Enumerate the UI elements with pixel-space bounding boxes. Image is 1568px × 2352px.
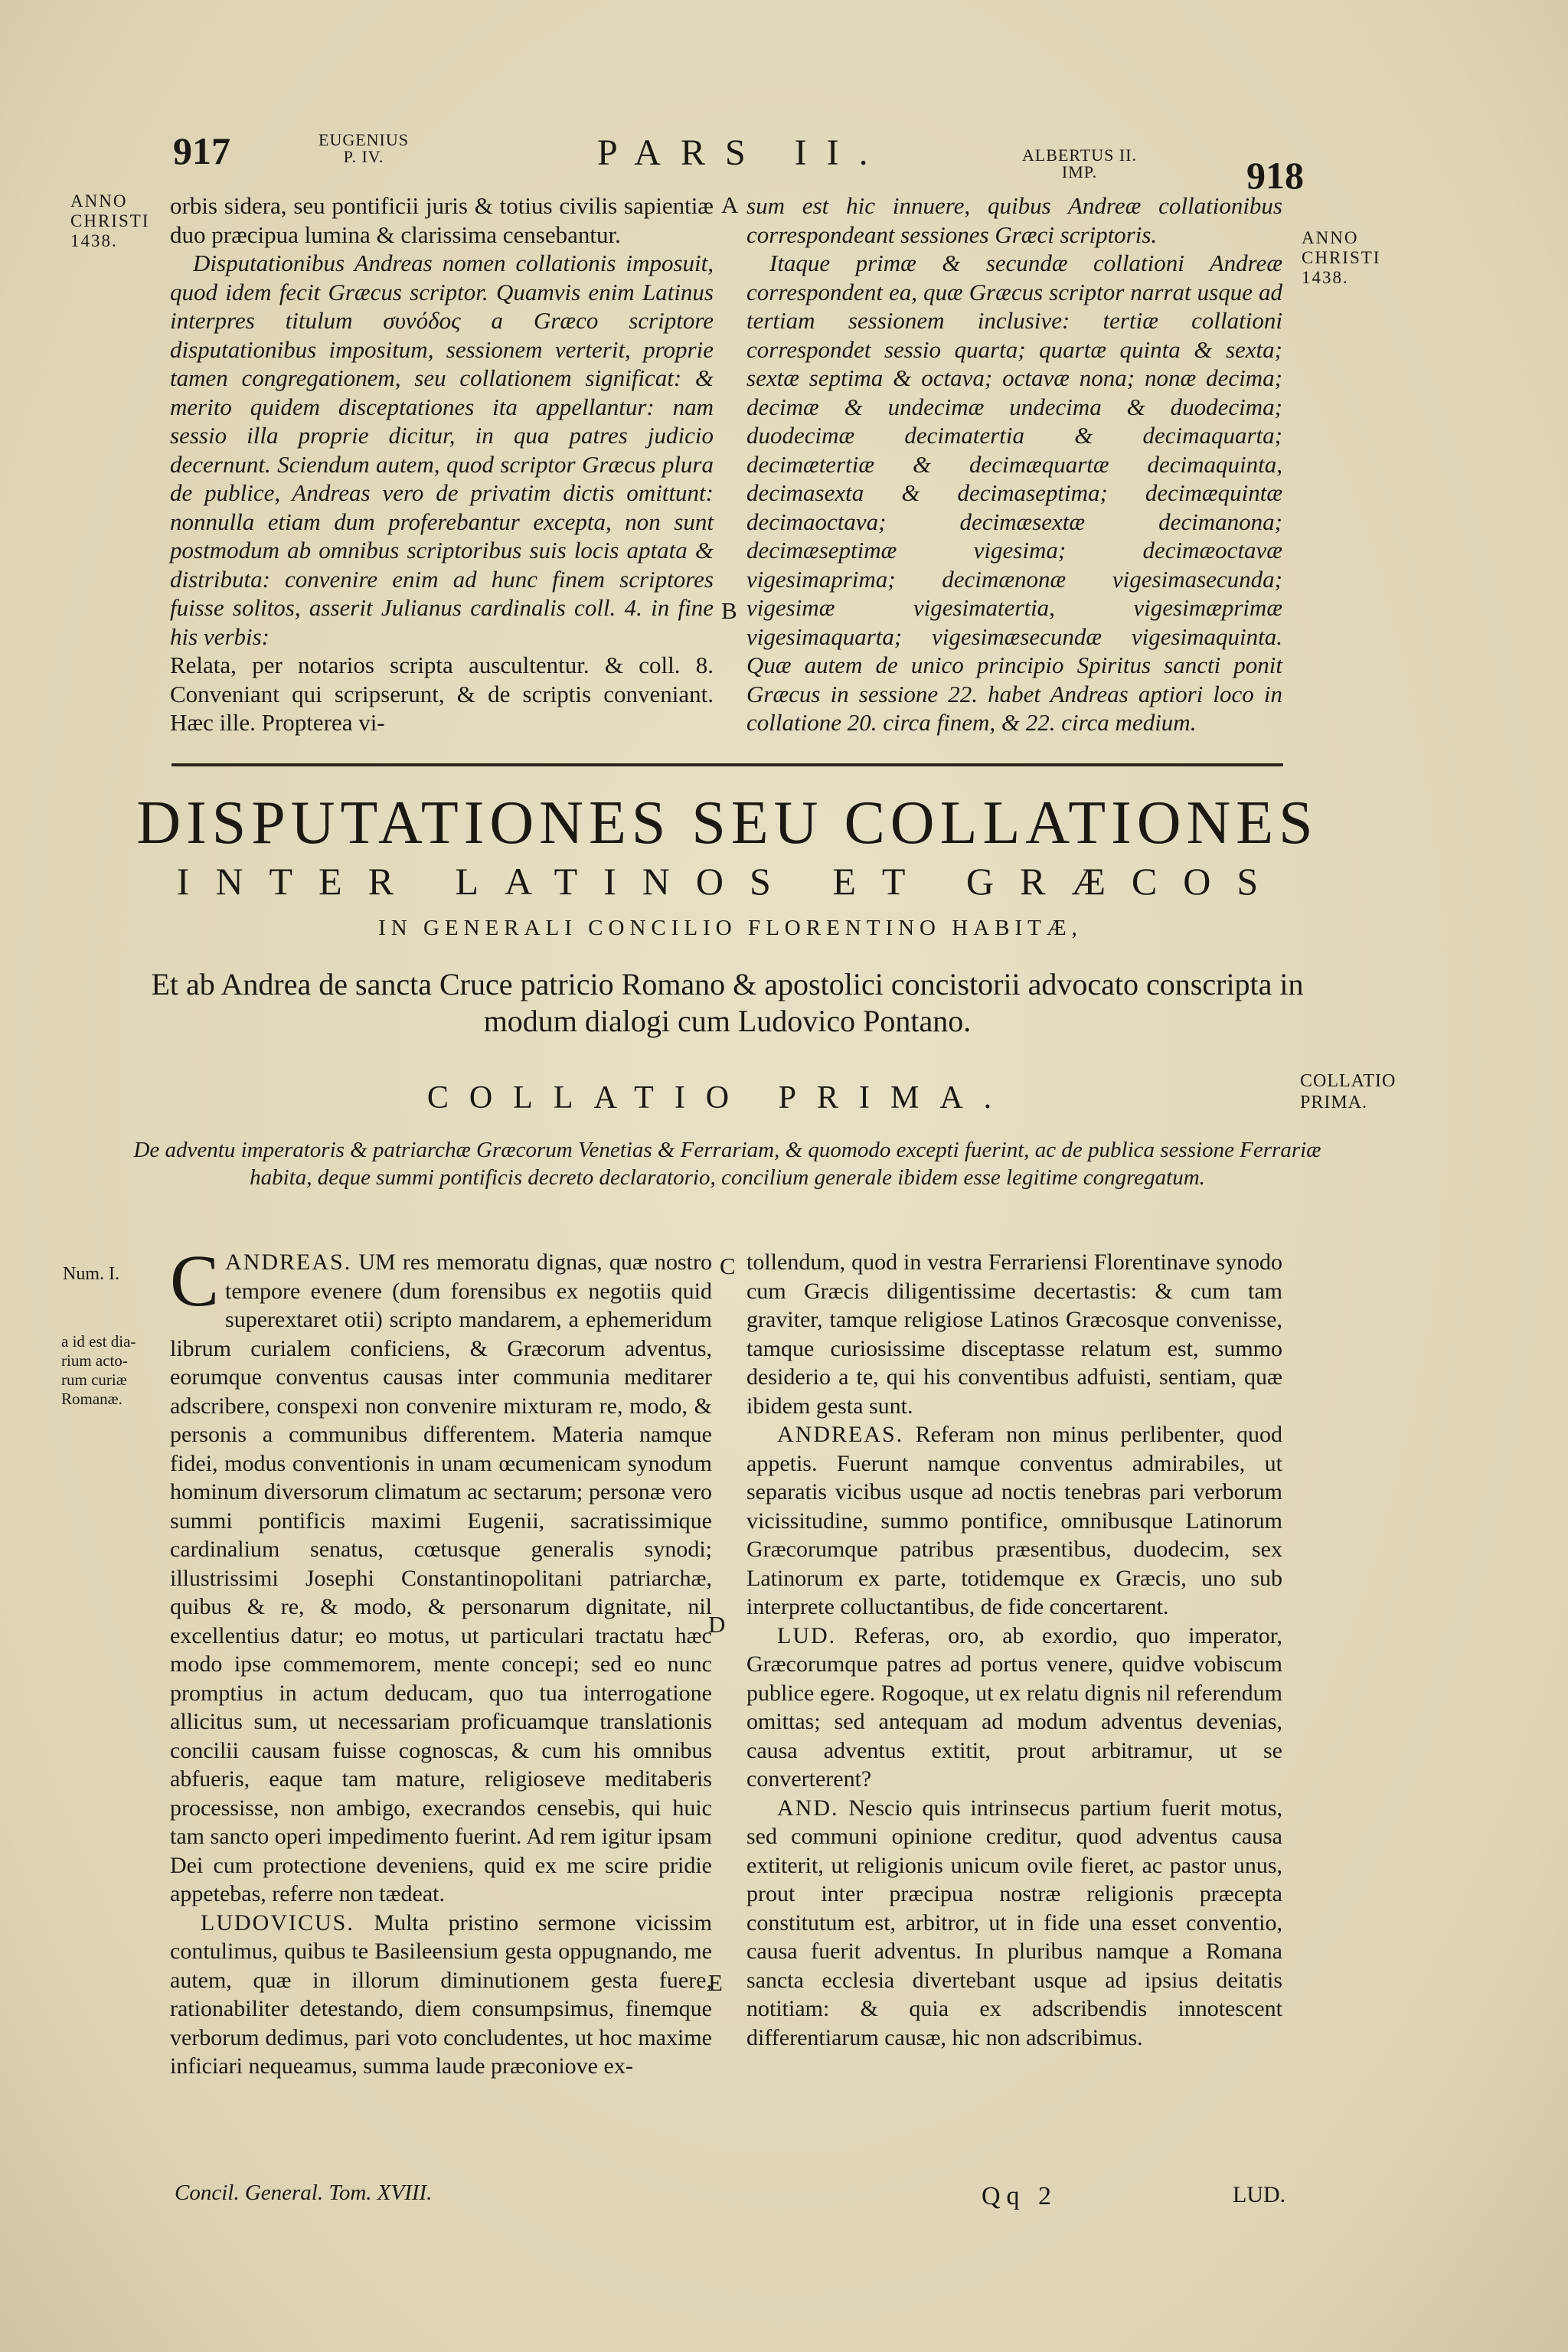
paragraph [746,1248,1282,1420]
left-page-number: 917 [173,129,230,172]
margin-collatio-note: COLLATIO PRIMA. [1300,1071,1396,1112]
collatio-heading: COLLATIO PRIMA. [426,1080,1013,1116]
margin-year-right: ANNO CHRISTI 1438. [1302,228,1381,287]
paragraph: Relata, per notarios scripta auscultentur. & coll. 8. Conveniant qui scripserunt, & de scriptis conveniant. Hæc ille. Propterea vi- [170,652,714,736]
right-page-number: 918 [1246,154,1304,197]
margin-num-note: Num. I. [63,1264,119,1284]
collatio-summary: De adventu imperatoris & patriarchæ Græcorum Venetias & Ferrariam, & quomodo excepti fuerint, ac de publica sessione Ferrariæ habita, deque summi pontificis decreto declaratorio, concilium generale ibidem esse legitime congregatum. [133,1138,1321,1190]
paragraph [746,1794,1282,2053]
title-line-4: Et ab Andrea de sancta Cruce patricio Romano & apostolici concistorii advocato conscripta in modum dialogi cum Ludovico Pontano. [151,967,1304,1038]
column-letter-c: C [720,1253,736,1279]
paragraph [746,1420,1282,1622]
column-letter-b: B [721,597,737,624]
paragraph [170,1240,713,1909]
running-head-line: IMP. [1061,162,1098,181]
speaker-name: ANDREAS. [777,1422,904,1447]
footer-volume: Concil. General. Tom. XVIII. [175,2180,433,2205]
column-letter-e: E [708,1969,723,1996]
paragraph [746,1622,1282,1794]
right-running-head [1011,147,1148,181]
top-right-column [746,191,1282,737]
title-line-2: INTER LATINOS ET GRÆCOS [176,860,1285,903]
margin-diarium-note: a id est dia- rium acto- rum curiæ Romanæ. [61,1332,136,1408]
paragraph-text: Referas, oro, ab exordio, quo imperator, Græcorumque patres ad portus venere, quidve vobiscum publice egere. Rogoque, ut ex relatu dignis nil referendum omittas; sed antequam ad modum adventus devenias, causa adventus extitit, prout arbitramur, ut se converterent? [746,1622,1282,1792]
column-letter-a: A [721,191,739,218]
paragraph: sum est hic innuere, quibus Andreæ collationibus correspondeant sessiones Græci scriptoris. [746,192,1282,248]
catchword: LUD. [1233,2182,1286,2207]
speaker-name: LUD. [777,1622,837,1648]
page-title: PARS II. [597,132,888,173]
speaker-name: AND. [777,1795,839,1821]
column-letter-d: D [708,1611,726,1638]
paragraph: Disputationibus Andreas nomen collationis imposuit, quod idem fecit Græcus scriptor. Quamvis enim Latinus interpres titulum συνόδος a Græco scriptore disputationibus impositum, sessionem verterit, proprie tamen congregationem, seu collationem significat: & merito quidem disceptationes ita appellantur: nam sessio illa proprie dicitur, in qua patres judicio decernunt. Sciendum autem, quod scriptor Græcus plura de publice, Andreas vero de privatim dictis omittunt: nonnulla etiam dum proferebantur excepta, non sunt postmodum ab omnibus scriptoribus suis locis aptata & distributa: convenire enim ad hunc finem scriptores fuisse solitos, asserit Julianus cardinalis coll. 4. in fine his verbis: [170,250,714,650]
paragraph: orbis sidera, seu pontificii juris & totius civilis sapientiæ duo præcipua lumina & clarissima censebantur. [170,192,714,248]
running-head-line: EUGENIUS [318,130,409,149]
paragraph-text: tollendum, quod in vestra Ferrariensi Florentinave synodo cum Græcis diligentissime decertastis: & cum tam graviter, tamque religiose Latinos Græcosque convenisse, tamque curiosissime disceptasse relatum est, summo desiderio a te, qui his conventibus adfuisti, sentiam, quæ ibidem gesta sunt. [746,1250,1282,1419]
left-running-head [314,132,413,165]
body-left-column [170,1240,713,2081]
section-rule [172,763,1283,766]
drop-cap: C [170,1240,220,1321]
speaker-name: LUDOVICUS. [201,1909,354,1936]
signature-mark: Qq 2 [982,2182,1058,2210]
paragraph-text: Multa pristino sermone vicissim contulimus, quibus te Basileensium gesta oppugnando, me autem, quæ in illorum diminutionem gesta fuere, rationabiliter detestando, diem consumpsimus, finemque verborum dedimus, pari voto concludentes, ut hoc maxime inficiari nequeamus, summa laude præconiove ex- [170,1909,712,2079]
running-head-line: ALBERTUS II. [1021,145,1137,165]
paragraph-text: Referam non minus perlibenter, quod appetis. Fuerunt namque conventus admirabiles, ut separatis vicibus usque ad noctis tenebras pari verborum vicissitudine, summo pontifice, omnibusque Latinorum Græcorumque patribus præsentibus, duodecim, sex Latinorum ex parte, totidemque ex Græcis, uno sub interprete colluctantibus, de fide concertarent. [746,1422,1282,1619]
paragraph: Itaque primæ & secundæ collationi Andreæ correspondent ea, quæ Græcus scriptor narrat usque ad tertiam sessionem inclusive: tertiæ collationi correspondet sessio quarta; quartæ quinta & sexta; sextæ septima & octava; octavæ nona; nonæ decima; decimæ & undecimæ undecima & duodecima; duodecimæ decimatertia & decimaquarta; decimætertiæ & decimæquartæ decimaquinta, decimasexta & decimaseptima; decimæquintæ decimaoctava; decimæsextæ decimanona; decimæseptimæ vigesima; decimæoctavæ vigesimaprima; decimænonæ vigesimasecunda; vigesimæ vigesimatertia, vigesimæprimæ vigesimaquarta; vigesimæsecundæ vigesimaquinta. Quæ autem de unico principio Spiritus sancti ponit Græcus in sessione 22. habet Andreas aptiori loco in collatione 20. circa finem, & 22. circa medium. [746,250,1282,736]
body-right-column [746,1248,1282,2052]
title-line-3: IN GENERALI CONCILIO FLORENTINO HABITÆ, [378,916,1083,940]
running-head-line: P. IV. [343,147,384,166]
speaker-name: ANDREAS. [225,1250,352,1275]
paragraph-text: UM res memoratu dignas, quæ nostro tempore evenere (dum forensibus ex negotiis quid superextaret otii) scripto mandarem, a ephemeridum librum curialem conficiens, & Græcorum adventus, eorumque conventus causas inter communia meditarer adscribere, conspexi non convenire mixturam re, modo, & personis a communibus differentem. Materia namque fidei, modus conventionis in unam œcumenicam synodum hominum diversorum climatum ac sectarum; personæ vero summi pontificis maximi Eugenii, sacratissimique cardinalium senatus, cœtusque generalis synodi; illustrissimi Josephi Constantinopolitani patriarchæ, quibus & re, & modo, & personarum dignitate, nil excellentius datur; eo motus, ut particulari tractatu hæc modo ipse commemorem, mente concepi; sed eo nunc promptius in actum deducam, quo tua interrogatione allicitus sum, ut necessariam proficuamque translationis concilii causam fuisse cognoscas, & cum his omnibus abfueris, eaque tam mature, religioseve meditaberis processisse, non ambigo, execrandos censebis, qui huic tam sancto operi impedimento fuerint. Ad rem igitur ipsam Dei cum protectione deveniens, quid ex me scire pridie appetebas, referre non tædeat. [170,1250,713,1906]
paragraph [170,1909,712,2081]
top-left-column [170,191,714,737]
margin-year-left: ANNO CHRISTI 1438. [70,191,150,250]
paragraph-text: Nescio quis intrinsecus partium fuerit motus, sed communi opinione creditur, quod adventus causa extiterit, ut religionis unicum ovile fieret, ac pastor unus, prout inter præcipua nostræ religionis præcepta constitutum est, arbitror, ut in fide una esset conventio, causa fuerit adventus. In pluribus namque a Romana sancta ecclesia divertebant usque ad ipsius deitatis notitiam: & quia ex adscribendis innotescent differentiarum causæ, hic non adscribimus. [746,1795,1283,2050]
main-title: DISPUTATIONES SEU COLLATIONES [136,789,1318,857]
